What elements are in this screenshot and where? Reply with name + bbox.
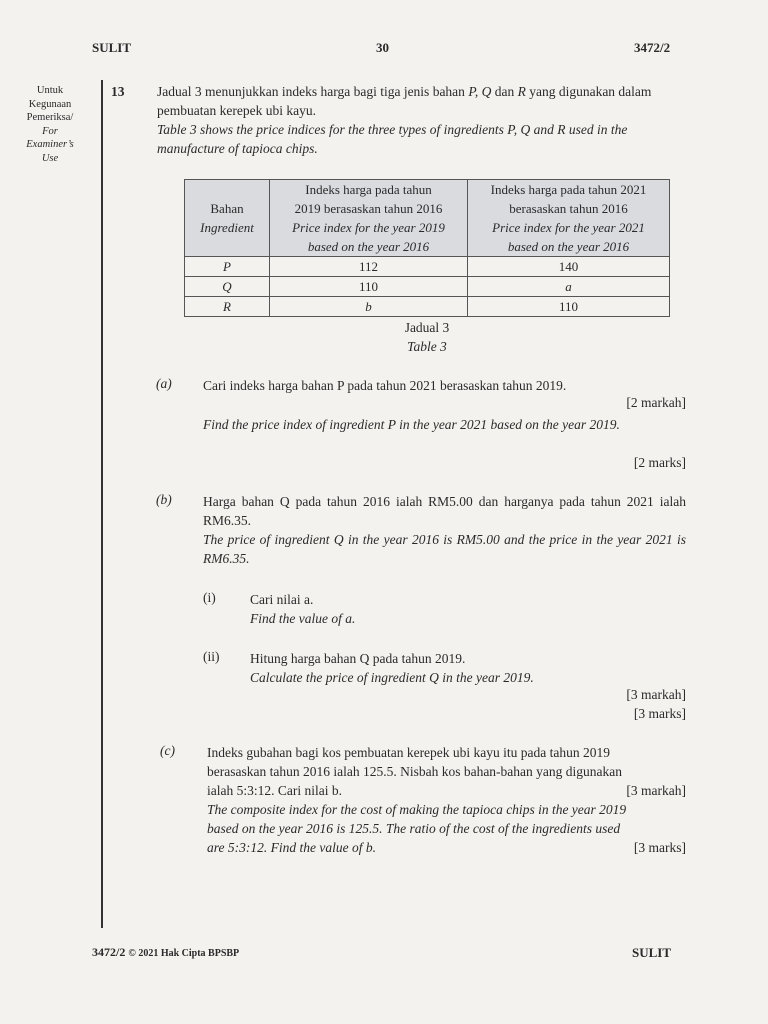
footer-copyright	[92, 945, 239, 960]
part-a-english: Find the price index of ingredient P in the year 2021 based on the year 2019.	[203, 417, 620, 432]
part-a-label: (a)	[156, 376, 172, 391]
header-text: Indeks harga pada tahun	[305, 182, 432, 197]
margin-note-line: Examiner’s	[26, 139, 74, 150]
header-text: Price index for the year 2019	[292, 220, 445, 235]
cell-2021: 110	[468, 297, 670, 317]
part-b-statement	[203, 492, 686, 568]
part-b-label: (b)	[156, 492, 172, 507]
part-b-ii-english: Calculate the price of ingredient Q in the year 2019.	[250, 670, 534, 685]
table-row	[185, 277, 670, 297]
cell-2021: a	[468, 277, 670, 297]
part-a-marks-english: [2 marks]	[633, 455, 686, 470]
table-caption	[184, 318, 670, 356]
footer-sulit: SULIT	[632, 945, 672, 960]
part-c-line: ialah 5:3:12. Cari nilai b.	[207, 783, 342, 798]
part-c-line: are 5:3:12. Find the value of b.	[207, 840, 376, 855]
header-text: berasaskan tahun 2016	[509, 201, 628, 216]
intro-text: Jadual 3 menunjukkan indeks harga bagi tiga jenis bahan	[157, 84, 469, 99]
margin-note-line: Pemeriksa/	[26, 112, 74, 123]
header-ingredient	[185, 180, 270, 257]
part-c-text	[207, 743, 686, 857]
paper-code: 3472/2	[634, 40, 671, 55]
part-b-marks-english: [3 marks]	[633, 706, 686, 721]
part-c-marks-malay: [3 markah]	[626, 783, 686, 798]
intro-text: yang digunakan dalam pembuatan kerepek ubi kayu.	[157, 84, 652, 118]
margin-divider	[101, 80, 103, 928]
cell-2021: 140	[468, 257, 670, 277]
part-b-i-english: Find the value of a.	[250, 611, 356, 626]
part-c-line: berasaskan tahun 2016 ialah 125.5. Nisbah kos bahan-bahan yang digunakan	[207, 764, 623, 779]
cell-2019: b	[270, 297, 468, 317]
part-b-ii-text	[250, 649, 686, 687]
margin-note-line: Untuk	[36, 85, 64, 96]
part-c-marks-english: [3 marks]	[633, 840, 686, 855]
part-a-marks-malay: [2 markah]	[626, 395, 686, 410]
footer-code: 3472/2	[92, 945, 126, 959]
table-row	[185, 297, 670, 317]
part-b-i-malay: Cari nilai a.	[250, 592, 314, 607]
cell-ingredient: Q	[185, 277, 270, 297]
caption-malay: Jadual 3	[404, 320, 450, 335]
header-text: Indeks harga pada tahun 2021	[490, 182, 647, 197]
cell-2019: 112	[270, 257, 468, 277]
page-number: 30	[376, 40, 389, 55]
part-b-english: The price of ingredient Q in the year 2016 is RM5.00 and the price in the year 2021 is RM6.35.	[203, 532, 686, 566]
header-sulit: SULIT	[92, 40, 132, 55]
cell-ingredient: R	[185, 297, 270, 317]
part-b-i-label: (i)	[203, 590, 216, 605]
header-text: Price index for the year 2021	[492, 220, 645, 235]
intro-text: dan	[491, 84, 518, 99]
header-text: based on the year 2016	[307, 239, 430, 254]
price-index-table	[184, 179, 670, 317]
part-c-label: (c)	[160, 743, 175, 758]
header-2019	[270, 180, 468, 257]
margin-note-line: For	[42, 125, 58, 137]
header-2021	[468, 180, 670, 257]
footer-copyright-text: © 2021 Hak Cipta BPSBP	[128, 948, 240, 959]
part-c-line: Indeks gubahan bagi kos pembuatan kerepek ubi kayu itu pada tahun 2019	[207, 745, 611, 760]
table-header-row	[185, 180, 670, 257]
table-row	[185, 257, 670, 277]
part-b-ii-label: (ii)	[203, 649, 220, 664]
intro-english: Table 3 shows the price indices for the three types of ingredients P, Q and R used in the manufacture of tapioca chips.	[157, 122, 628, 156]
cell-2019: 110	[270, 277, 468, 297]
question-intro	[157, 82, 697, 158]
part-c-line-with-marks	[207, 838, 686, 857]
caption-english: Table 3	[407, 339, 447, 354]
part-c-line: based on the year 2016 is 125.5. The ratio of the cost of the ingredients used	[207, 821, 621, 836]
header-text: 2019 berasaskan tahun 2016	[294, 201, 443, 216]
intro-vars: P, Q	[468, 84, 492, 99]
question-number: 13	[111, 84, 125, 99]
intro-malay	[157, 82, 697, 120]
header-text: Bahan	[210, 201, 244, 216]
margin-note-line: Use	[41, 152, 59, 164]
part-b-malay: Harga bahan Q pada tahun 2016 ialah RM5.00 dan harganya pada tahun 2021 ialah RM6.35.	[203, 494, 686, 528]
header-text: Ingredient	[200, 220, 254, 235]
part-a-malay: Cari indeks harga bahan P pada tahun 2021 berasaskan tahun 2019.	[203, 378, 567, 393]
part-c-line-with-marks	[207, 781, 686, 800]
cell-ingredient: P	[185, 257, 270, 277]
part-c-line: The composite index for the cost of making the tapioca chips in the year 2019	[207, 802, 627, 817]
examiner-margin-note	[8, 84, 92, 165]
part-b-ii-malay: Hitung harga bahan Q pada tahun 2019.	[250, 651, 466, 666]
part-b-marks-malay: [3 markah]	[626, 687, 686, 702]
part-b-i-text	[250, 590, 686, 628]
intro-vars: R	[517, 84, 526, 99]
header-text: based on the year 2016	[507, 239, 630, 254]
margin-note-line: Kegunaan	[28, 98, 72, 110]
